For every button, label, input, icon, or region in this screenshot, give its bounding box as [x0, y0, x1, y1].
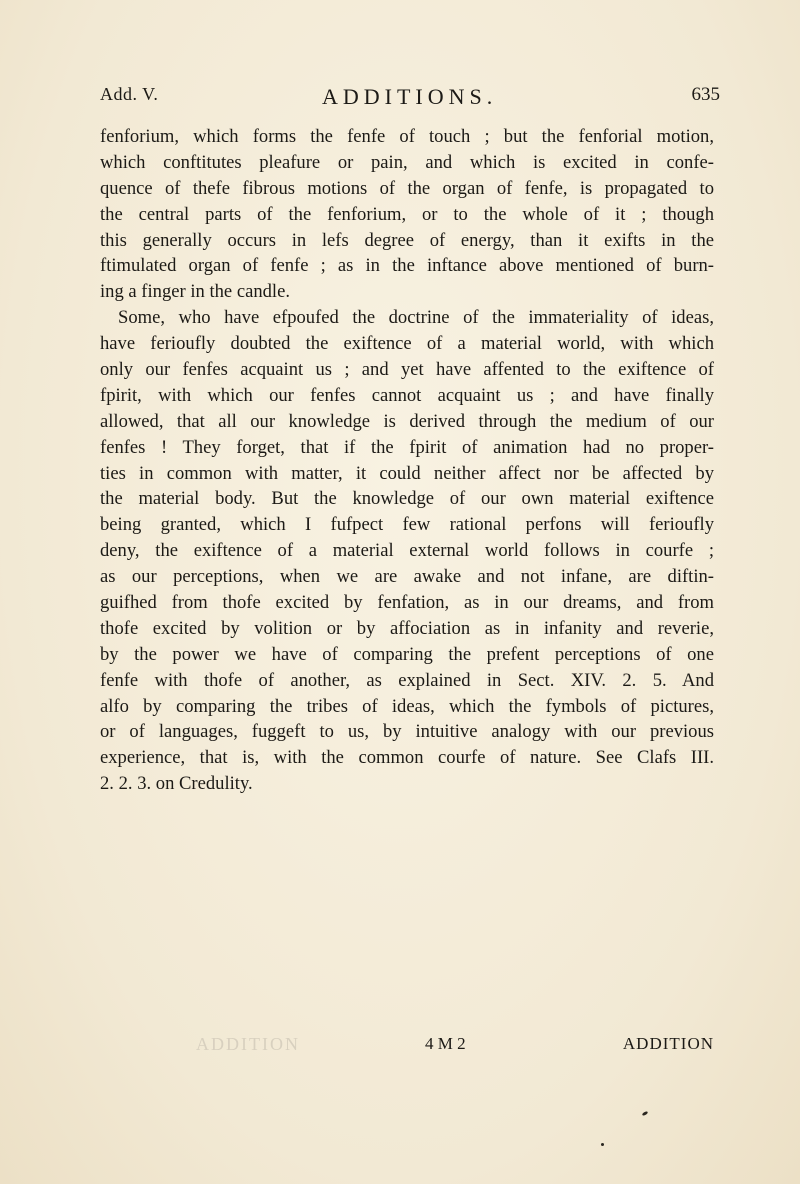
text-line: only our fenfes acquaint us ; and yet have affented to the exiftence of [100, 359, 714, 381]
text-line: thofe excited by volition or by affociation as in infanity and reverie, [100, 617, 714, 639]
text-line: the material body. But the knowledge of our own material exiftence [100, 488, 714, 510]
text-line: by the power we have of comparing the prefent perceptions of one [100, 643, 714, 665]
text-line: alfo by comparing the tribes of ideas, which the fymbols of pictures, [100, 695, 714, 717]
catchword: ADDITION [622, 1034, 714, 1053]
page-footer [100, 1034, 714, 1064]
signature-mark: 4 M 2 [425, 1034, 466, 1053]
page-number: 635 [691, 84, 720, 105]
text-line: deny, the exiftence of a material external world follows in courfe ; [100, 540, 714, 562]
text-line: fenfe with thofe of another, as explained in Sect. XIV. 2. 5. And [100, 669, 714, 691]
text-line: fpirit, with which our fenfes cannot acquaint us ; and have finally [100, 384, 714, 406]
text-line: fenforium, which forms the fenfe of touch ; but the fenforial motion, [100, 126, 714, 147]
running-title: ADDITIONS. [322, 84, 498, 109]
text-line: the central parts of the fenforium, or to the whole of it ; though [100, 203, 714, 225]
bleed-through-text: ADDITION [196, 1034, 300, 1054]
running-header [100, 84, 720, 114]
text-line: this generally occurs in lefs degree of energy, than it exifts in the [100, 229, 714, 251]
text-line: 2. 2. 3. on Credulity. [100, 773, 253, 795]
section-label: Add. V. [100, 84, 159, 104]
text-line: being granted, which I fufpect few rational perfons will ferioufly [100, 514, 714, 536]
ink-speck [601, 1143, 604, 1146]
text-line: quence of thefe fibrous motions of the organ of fenfe, is propagated to [100, 177, 714, 199]
text-line: guifhed from thofe excited by fenfation, as in our dreams, and from [100, 592, 714, 614]
text-line: allowed, that all our knowledge is derived through the medium of our [100, 410, 714, 432]
text-line: fenfes ! They forget, that if the fpirit of animation had no proper- [100, 436, 714, 458]
text-line: have ferioufly doubted the exiftence of a material world, with which [100, 333, 714, 355]
paragraph-start-line: Some, who have efpoufed the doctrine of the immateriality of ideas, [118, 307, 714, 329]
body-text [100, 124, 714, 797]
ink-speck [642, 1111, 649, 1117]
text-line: ing a finger in the candle. [100, 281, 290, 303]
text-line: experience, that is, with the common courfe of nature. See Clafs III. [100, 747, 714, 769]
text-line: ties in common with matter, it could neither affect nor be affected by [100, 462, 714, 484]
text-line: ftimulated organ of fenfe ; as in the inftance above mentioned of burn- [100, 255, 714, 277]
text-line: which conftitutes pleafure or pain, and which is excited in confe- [100, 151, 714, 173]
text-line: as our perceptions, when we are awake and not infane, are diftin- [100, 566, 714, 588]
text-line: or of languages, fuggeft to us, by intuitive analogy with our previous [100, 721, 714, 743]
